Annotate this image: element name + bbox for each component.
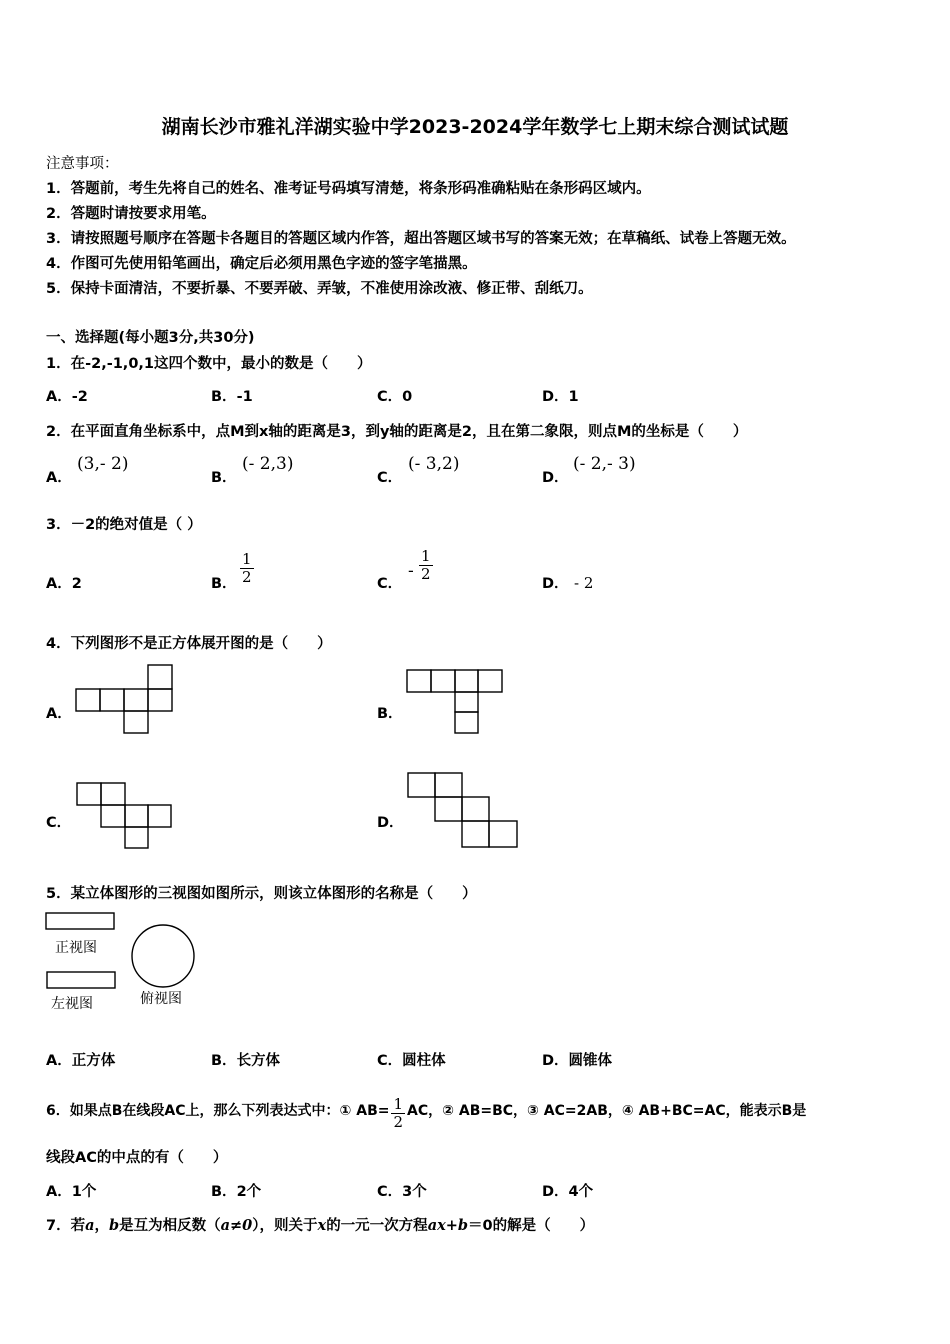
q3-option-b-letter: B． xyxy=(211,576,237,592)
q5-option-d: D．圆锥体 xyxy=(542,1053,613,1069)
notice-item-3: 3．请按照题号顺序在答题卡各题目的答题区域内作答，超出答题区域书写的答案无效；在草稿纸、试卷上答题无效。 xyxy=(46,231,796,247)
top-view-label: 俯视图 xyxy=(140,991,182,1007)
q4-option-d-letter: D． xyxy=(377,815,404,831)
q4-option-b-letter: B． xyxy=(377,706,403,722)
q3-option-d-letter: D． xyxy=(542,576,569,592)
notice-item-1: 1．答题前，考生先将自己的姓名、准考证号码填写清楚，将条形码准确粘贴在条形码区域内。 xyxy=(46,181,651,197)
q5-option-b: B．长方体 xyxy=(211,1053,281,1069)
notice-item-5: 5．保持卡面清洁，不要折暴、不要弄破、弄皱，不准使用涂改液、修正带、刮纸刀。 xyxy=(46,281,593,297)
notice-item-2: 2．答题时请按要求用笔。 xyxy=(46,206,216,222)
q3-option-c-sign: - xyxy=(408,561,414,581)
q3-option-d: - 2 xyxy=(574,574,594,592)
top-view-circle xyxy=(132,925,194,987)
front-view-label: 正视图 xyxy=(55,940,97,956)
q6-stem-line1: 6．如果点B在线段AC上，那么下列表达式中：① AB= $\frac{1}{2}$ AC，② AB=BC，③ AC=2AB，④ AB+BC=AC，能表示B是 xyxy=(46,1095,807,1131)
q2-option-b: (- 2,3) xyxy=(242,454,294,474)
q6-option-a: A．1个 xyxy=(46,1184,97,1200)
q2-option-a: (3,- 2) xyxy=(77,454,129,474)
q2-option-b-letter: B． xyxy=(211,470,237,486)
q3-stem: 3．－2的绝对值是（ ） xyxy=(46,517,202,533)
q2-stem: 2．在平面直角坐标系中，点M到x轴的距离是3，到y轴的距离是2，且在第二象限，则点M的坐标是（ ） xyxy=(46,424,748,440)
q1-option-b: B．-1 xyxy=(211,389,253,405)
q4-stem: 4．下列图形不是正方体展开图的是（ ） xyxy=(46,636,332,652)
notice-item-4: 4．作图可先使用铅笔画出，确定后必须用黑色字迹的签字笔描黑。 xyxy=(46,256,477,272)
q1-option-c: C．0 xyxy=(377,389,413,405)
q4-option-c-letter: C． xyxy=(46,815,72,831)
q5-option-a: A．正方体 xyxy=(46,1053,116,1069)
notice-heading: 注意事项： xyxy=(46,156,119,172)
q3-option-a: A．2 xyxy=(46,576,82,592)
q5-option-c: C．圆柱体 xyxy=(377,1053,446,1069)
q4-option-a-letter: A． xyxy=(46,706,72,722)
q1-stem: 1．在-2,-1,0,1这四个数中，最小的数是（ ） xyxy=(46,356,372,372)
q2-option-d: (- 2,- 3) xyxy=(573,454,636,474)
q3-option-c-fraction: $\frac{1}{2}$ xyxy=(421,547,431,583)
left-view-rect xyxy=(47,972,115,988)
q3-option-c-letter: C． xyxy=(377,576,403,592)
section-heading: 一、选择题(每小题3分,共30分) xyxy=(46,330,255,346)
q7-stem: 7．若a，b是互为相反数（a≠0），则关于x的一元一次方程ax+b＝0的解是（ ） xyxy=(46,1217,595,1234)
front-view-rect xyxy=(46,913,114,929)
q2-option-d-letter: D． xyxy=(542,470,569,486)
q1-option-d: D．1 xyxy=(542,389,579,405)
page-title: 湖南长沙市雅礼洋湖实验中学2023-2024学年数学七上期末综合测试试题 xyxy=(161,116,789,138)
q6-option-c: C．3个 xyxy=(377,1184,427,1200)
q6-stem-line2: 线段AC的中点的有（ ） xyxy=(46,1150,228,1166)
q3-option-b-fraction: $\frac{1}{2}$ xyxy=(242,550,252,586)
q2-option-a-letter: A． xyxy=(46,470,72,486)
q2-option-c: (- 3,2) xyxy=(408,454,460,474)
q6-option-b: B．2个 xyxy=(211,1184,262,1200)
left-view-label: 左视图 xyxy=(51,996,93,1012)
q2-option-c-letter: C． xyxy=(377,470,403,486)
q6-option-d: D．4个 xyxy=(542,1184,594,1200)
q1-option-a: A．-2 xyxy=(46,389,88,405)
q5-stem: 5．某立体图形的三视图如图所示，则该立体图形的名称是（ ） xyxy=(46,886,477,902)
